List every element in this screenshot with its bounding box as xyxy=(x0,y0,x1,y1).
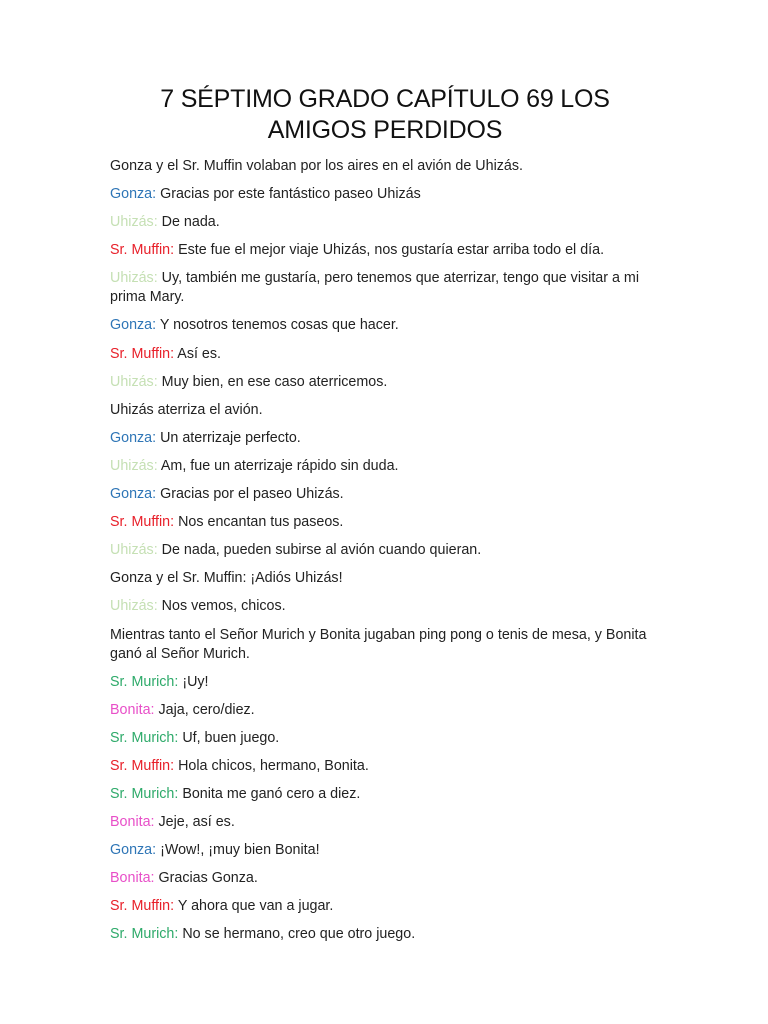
dialogue-line xyxy=(110,869,660,888)
dialogue-line xyxy=(110,757,660,776)
speaker-uhizas: Uhizás: xyxy=(110,598,158,615)
speaker-gonza: Gonza: xyxy=(110,842,157,859)
speaker-gonza: Gonza: xyxy=(110,317,157,334)
dialogue-line xyxy=(110,673,660,692)
speaker-bonita: Bonita: xyxy=(110,814,155,831)
narration-paragraph xyxy=(110,569,660,588)
dialogue-line xyxy=(110,597,660,616)
speaker-uhizas: Uhizás: xyxy=(110,270,158,287)
speaker-bonita: Bonita: xyxy=(110,701,155,718)
dialogue-line xyxy=(110,213,660,232)
dialogue-line xyxy=(110,429,660,448)
dialogue-line xyxy=(110,373,660,392)
dialogue-line xyxy=(110,241,660,260)
dialogue-text: ¡Wow!, ¡muy bien Bonita! xyxy=(160,842,320,859)
narration-paragraph xyxy=(110,626,660,664)
dialogue-line xyxy=(110,785,660,804)
dialogue-text: Un aterrizaje perfecto. xyxy=(160,429,301,446)
speaker-gonza: Gonza: xyxy=(110,186,157,203)
dialogue-text: ¡Uy! xyxy=(182,673,209,690)
dialogue-text: Así es. xyxy=(177,345,221,362)
dialogue-line xyxy=(110,457,660,476)
dialogue-line xyxy=(110,897,660,916)
speaker-sr-murich: Sr. Murich: xyxy=(110,785,179,802)
chapter-title: 7 SÉPTIMO GRADO CAPÍTULO 69 LOS AMIGOS PERDIDOS xyxy=(160,85,610,144)
speaker-sr-murich: Sr. Murich: xyxy=(110,673,179,690)
speaker-sr-muffin: Sr. Muffin: xyxy=(110,514,175,531)
dialogue-line xyxy=(110,841,660,860)
dialogue-text: Am, fue un aterrizaje rápido sin duda. xyxy=(160,457,399,474)
dialogue-line xyxy=(110,485,660,504)
dialogue-text: Nos vemos, chicos. xyxy=(161,598,286,615)
paragraph-text: Gonza y el Sr. Muffin: ¡Adiós Uhizás! xyxy=(110,570,343,587)
dialogue-line xyxy=(110,269,660,307)
speaker-sr-murich: Sr. Murich: xyxy=(110,926,179,943)
document-page xyxy=(110,84,660,954)
speaker-uhizas: Uhizás: xyxy=(110,457,158,474)
speaker-sr-muffin: Sr. Muffin: xyxy=(110,757,175,774)
paragraph-text: Uhizás aterriza el avión. xyxy=(110,401,263,418)
dialogue-text: Y ahora que van a jugar. xyxy=(177,898,334,915)
dialogue-text: Gracias por este fantástico paseo Uhizás xyxy=(160,186,421,203)
speaker-gonza: Gonza: xyxy=(110,486,157,503)
speaker-uhizas: Uhizás: xyxy=(110,542,158,559)
dialogue-text: Uf, buen juego. xyxy=(182,729,280,746)
speaker-sr-muffin: Sr. Muffin: xyxy=(110,242,175,259)
dialogue-text: Gracias por el paseo Uhizás. xyxy=(160,486,344,503)
dialogue-text: Gracias Gonza. xyxy=(158,870,258,887)
speaker-sr-murich: Sr. Murich: xyxy=(110,729,179,746)
dialogue-text: Jeje, así es. xyxy=(158,814,235,831)
speaker-sr-muffin: Sr. Muffin: xyxy=(110,898,175,915)
speaker-uhizas: Uhizás: xyxy=(110,214,158,231)
speaker-uhizas: Uhizás: xyxy=(110,373,158,390)
dialogue-line xyxy=(110,701,660,720)
dialogue-line xyxy=(110,925,660,944)
dialogue-text: Uy, también me gustaría, pero tenemos que aterrizar, tengo que visitar a mi prima Mary. xyxy=(110,270,639,306)
dialogue-line xyxy=(110,729,660,748)
dialogue-text: Bonita me ganó cero a diez. xyxy=(182,785,361,802)
dialogue-text: No se hermano, creo que otro juego. xyxy=(182,926,416,943)
dialogue-line xyxy=(110,185,660,204)
dialogue-text: De nada. xyxy=(161,214,220,231)
dialogue-line xyxy=(110,813,660,832)
dialogue-text: Muy bien, en ese caso aterricemos. xyxy=(161,373,388,390)
speaker-sr-muffin: Sr. Muffin: xyxy=(110,345,175,362)
paragraph-text: Gonza y el Sr. Muffin volaban por los aires en el avión de Uhizás. xyxy=(110,158,523,174)
dialogue-line xyxy=(110,513,660,532)
narration-paragraph xyxy=(110,401,660,420)
dialogue-text: Este fue el mejor viaje Uhizás, nos gustaría estar arriba todo el día. xyxy=(178,242,605,259)
dialogue-text: Y nosotros tenemos cosas que hacer. xyxy=(159,317,399,334)
dialogue-text: Hola chicos, hermano, Bonita. xyxy=(178,757,369,774)
paragraph-text: Mientras tanto el Señor Murich y Bonita jugaban ping pong o tenis de mesa, y Bonita ganó al Señor Murich. xyxy=(110,626,647,662)
dialogue-line xyxy=(110,345,660,364)
dialogue-line xyxy=(110,541,660,560)
dialogue-text: Jaja, cero/diez. xyxy=(158,701,255,718)
dialogue-line xyxy=(110,316,660,335)
speaker-gonza: Gonza: xyxy=(110,429,157,446)
dialogue-text: De nada, pueden subirse al avión cuando quieran. xyxy=(161,542,482,559)
narration-paragraph xyxy=(110,157,660,176)
speaker-bonita: Bonita: xyxy=(110,870,155,887)
dialogue-text: Nos encantan tus paseos. xyxy=(178,514,344,531)
